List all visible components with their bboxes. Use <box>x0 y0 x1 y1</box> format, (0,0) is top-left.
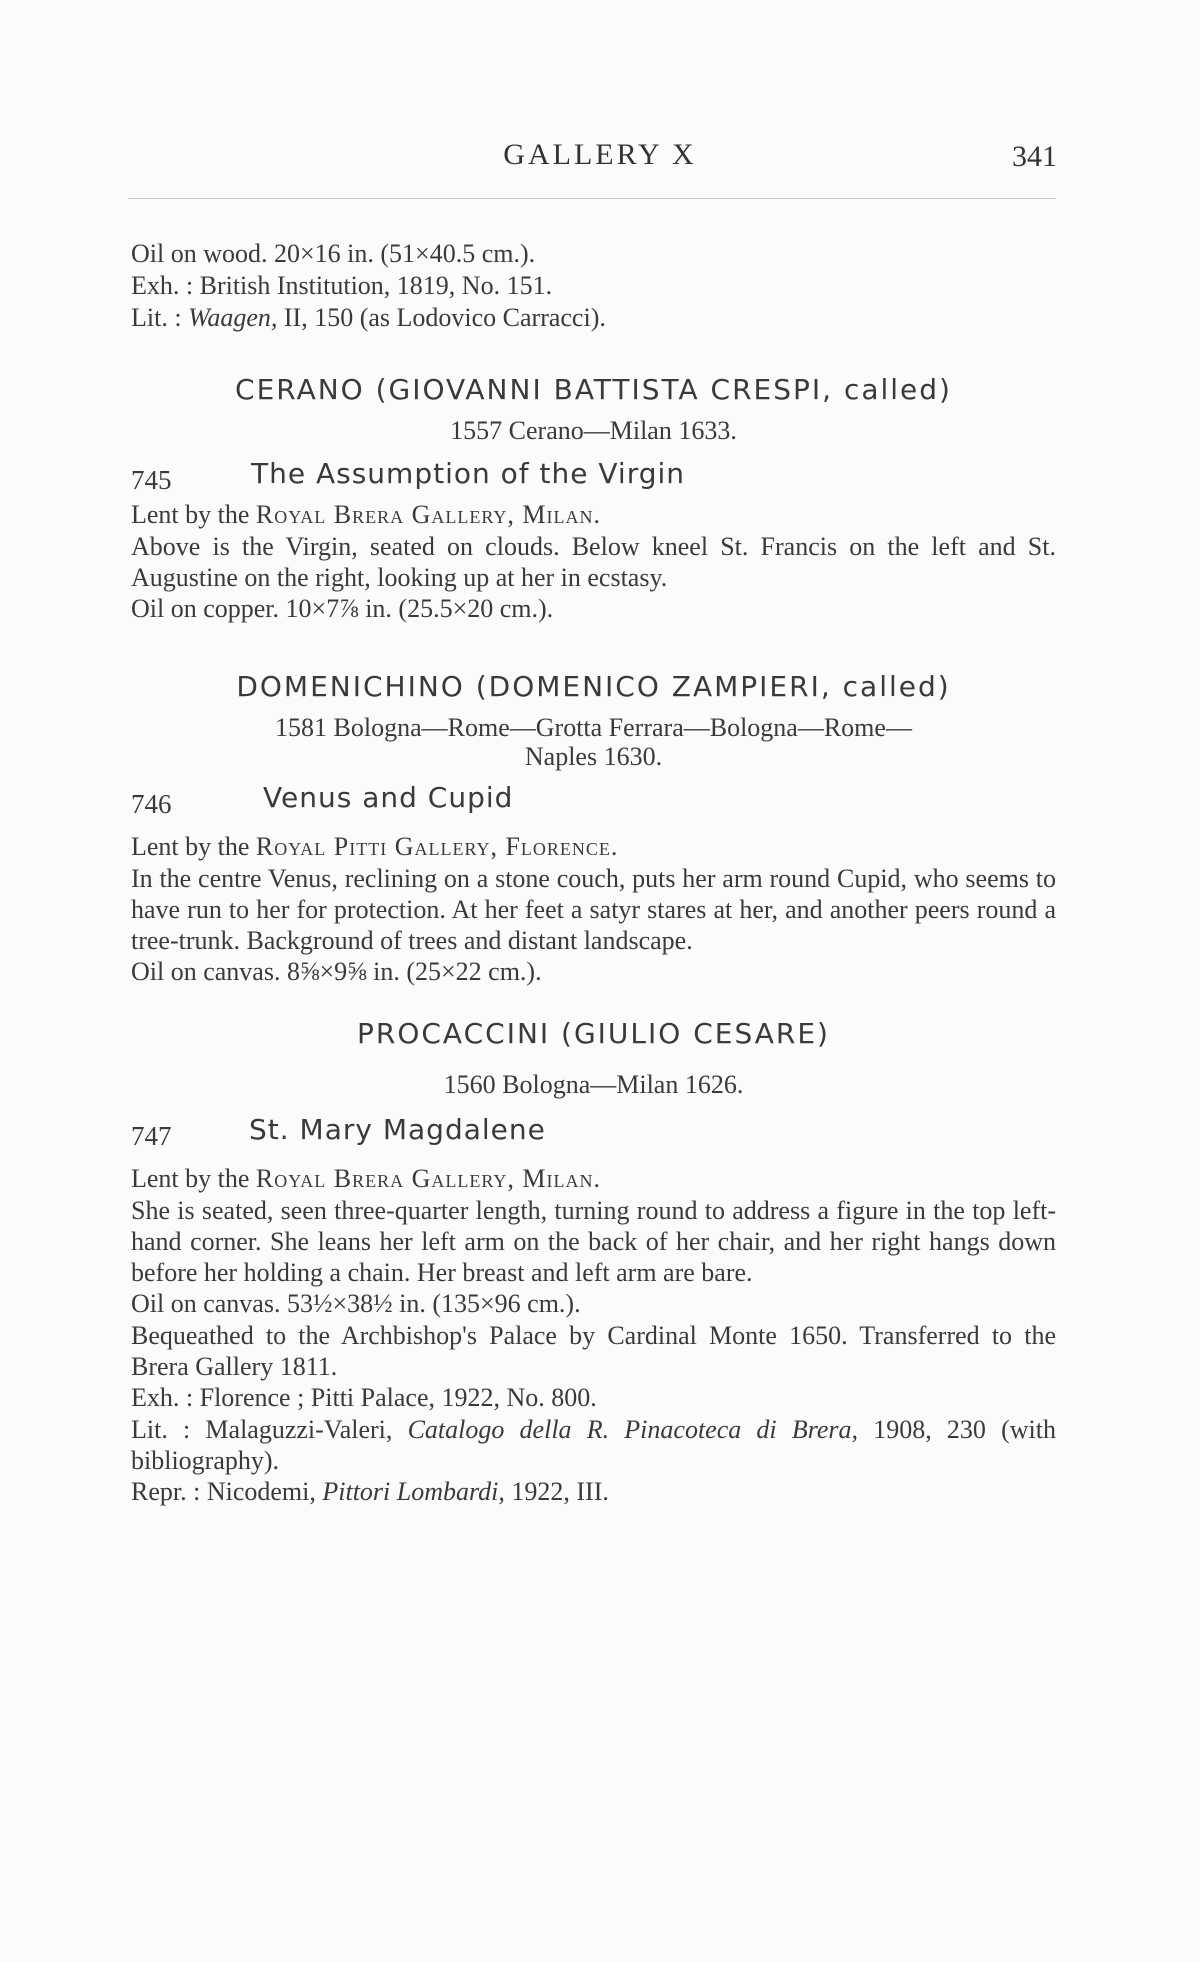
lender-prefix: Lent by the <box>131 1164 256 1193</box>
lender-line <box>131 499 1056 531</box>
artist-heading: CERANO (GIOVANNI BATTISTA CRESPI, called) <box>235 373 952 406</box>
entry-title: St. Mary Magdalene <box>249 1113 546 1146</box>
entry-number: 746 <box>131 789 172 819</box>
page-header <box>0 138 1200 178</box>
medium-line: Oil on canvas. 8⅝×9⅝ in. (25×22 cm.). <box>131 957 542 986</box>
lender-name: Royal Pitti Gallery, Florence. <box>255 832 619 861</box>
repr-title: Pittori Lombardi, <box>322 1477 505 1506</box>
exhibition-line: Exh. : Florence ; Pitti Palace, 1922, No. 800. <box>131 1383 597 1412</box>
entry-heading <box>131 1113 1056 1153</box>
lender-prefix: Lent by the <box>131 832 256 861</box>
page-number: 341 <box>1012 140 1057 173</box>
lit-prefix: Lit. : Malaguzzi-Valeri, <box>131 1415 408 1444</box>
entry-title: The Assumption of the Virgin <box>251 457 686 490</box>
exhibition-line: Exh. : British Institution, 1819, No. 151. <box>131 271 553 300</box>
lit-prefix: Lit. : <box>131 303 189 332</box>
lender-prefix: Lent by the <box>131 500 256 529</box>
provenance: Bequeathed to the Archbishop's Palace by Cardinal Monte 1650. Transferred to the Brera Gallery 1811. <box>131 1321 1056 1381</box>
artist-dates-continued: Naples 1630. <box>524 742 663 771</box>
lender-name: Royal Brera Gallery, Milan. <box>255 1164 601 1193</box>
entry-title: Venus and Cupid <box>263 781 514 814</box>
artist-heading: DOMENICHINO (DOMENICO ZAMPIERI, called) <box>236 670 951 703</box>
entry-number: 747 <box>131 1121 172 1151</box>
page-body <box>131 238 1056 1508</box>
literature-line <box>131 302 1056 334</box>
artist-dates: 1560 Bologna—Milan 1626. <box>443 1070 744 1099</box>
entry-heading <box>131 457 1056 497</box>
running-title: GALLERY X <box>503 138 697 171</box>
entry-heading <box>131 781 1056 821</box>
entry-description: Above is the Virgin, seated on clouds. Below kneel St. Francis on the left and St. Augustine on the right, looking up at her in ecstasy. <box>131 532 1056 592</box>
artist-dates: 1557 Cerano—Milan 1633. <box>450 416 737 445</box>
lender-line <box>131 831 1056 863</box>
entry-description: In the centre Venus, reclining on a stone couch, puts her arm round Cupid, who seems to have run to her for protection. At her feet a satyr stares at her, and another peers round a tree-trunk. Background of trees and distant landscape. <box>131 864 1056 955</box>
repr-prefix: Repr. : Nicodemi, <box>131 1477 323 1506</box>
entry-description: She is seated, seen three-quarter length, turning round to address a figure in the top left-hand corner. She leans her left arm on the back of her chair, and her right hangs down before her holding a chain. Her breast and left arm are bare. <box>131 1196 1056 1287</box>
entry-number: 745 <box>131 465 172 495</box>
header-rule <box>128 198 1056 199</box>
lender-line <box>131 1163 1056 1195</box>
medium-line: Oil on copper. 10×7⅞ in. (25.5×20 cm.). <box>131 594 554 623</box>
medium-line: Oil on wood. 20×16 in. (51×40.5 cm.). <box>131 239 536 268</box>
lit-author: Waagen, <box>188 303 278 332</box>
lit-rest: II, 150 (as Lodovico Carracci). <box>277 303 606 332</box>
repr-rest: 1922, III. <box>504 1477 609 1506</box>
previous-entry-continuation <box>131 238 1056 334</box>
medium-line: Oil on canvas. 53½×38½ in. (135×96 cm.). <box>131 1289 581 1318</box>
artist-heading: PROCACCINI (GIULIO CESARE) <box>357 1017 830 1050</box>
reproduction-line <box>131 1476 1056 1508</box>
artist-dates: 1581 Bologna—Rome—Grotta Ferrara—Bologna—Rome— <box>275 713 912 742</box>
lit-rest: 1908, 230 (with bibliography). <box>131 1415 1056 1475</box>
literature-line <box>131 1414 1056 1476</box>
lit-title: Catalogo della R. Pinacoteca di Brera, <box>407 1415 859 1444</box>
lender-name: Royal Brera Gallery, Milan. <box>255 500 601 529</box>
